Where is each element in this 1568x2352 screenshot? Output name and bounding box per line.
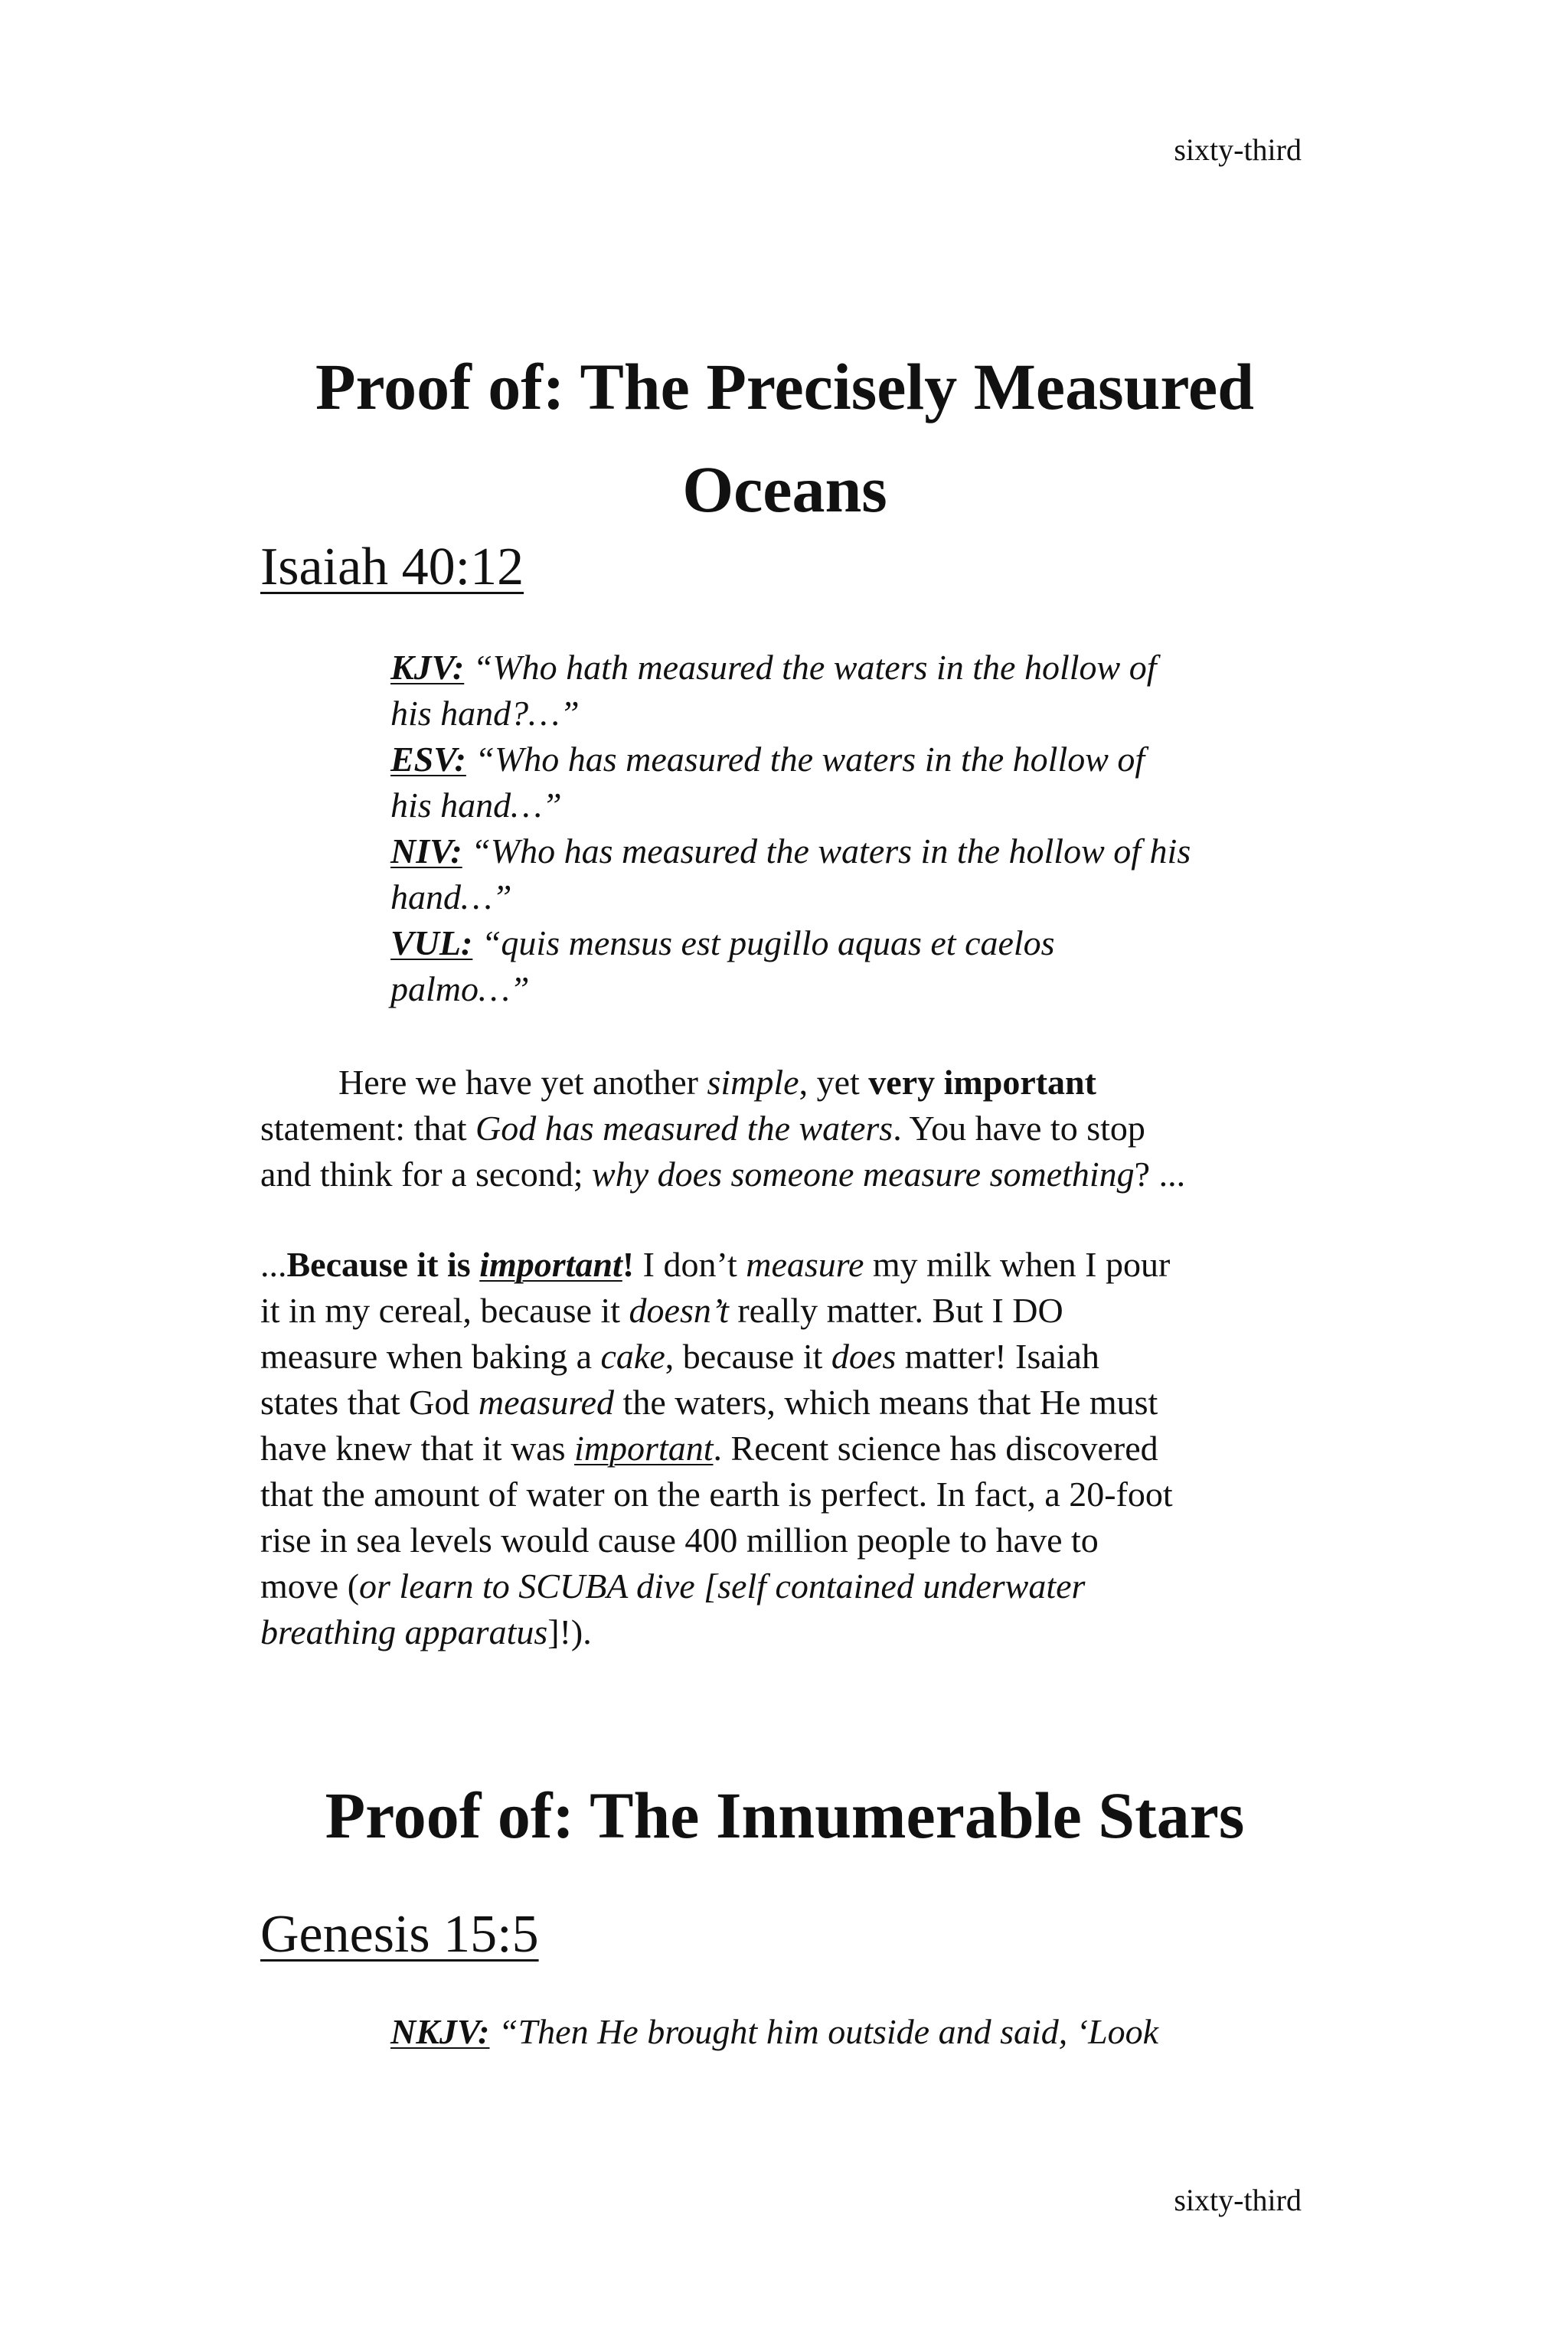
section-title-stars: Proof of: The Innumerable Stars <box>325 1779 1245 1852</box>
version-label-kjv: KJV: <box>390 648 465 687</box>
verse-kjv: KJV: “Who hath measured the waters in the hollow of his hand?…” <box>390 648 1157 733</box>
scripture-reference-genesis: Genesis 15:5 <box>260 1905 539 1964</box>
verse-list-isaiah <box>390 645 1309 1012</box>
section-title-oceans <box>260 335 1309 541</box>
version-label-vul: VUL: <box>390 923 473 962</box>
verse-nkjv: NKJV: “Then He brought him outside and said, ‘Look <box>390 2012 1159 2051</box>
body-paragraph-1: Here we have yet another simple, yet very important statement: that God has measured the waters. You have to stop and think for a second; why does someone measure something? ... <box>260 1063 1186 1194</box>
version-label-nkjv: NKJV: <box>390 2012 490 2051</box>
section-title-line2: Oceans <box>682 452 887 526</box>
verse-esv: ESV: “Who has measured the waters in the hollow of his hand…” <box>390 740 1145 825</box>
version-label-esv: ESV: <box>390 740 466 779</box>
page-footer-label: sixty-third <box>1174 2183 1302 2217</box>
body-paragraph-2: ...Because it is important! I don’t measure my milk when I pour it in my cereal, because it doesn’t really matter. But I DO measure when baking a cake, because it does matter! Isaiah states that God measured the waters, which means that He must have knew that it was important. Recent science has discovered that the amount of water on the earth is perfect. In fact, a 20-foot rise in sea levels would cause 400 million people to have to move (or learn to SCUBA dive [self contained underwater breathing apparatus]!). <box>260 1245 1173 1651</box>
scripture-reference-isaiah: Isaiah 40:12 <box>260 537 524 596</box>
section-title-line1: Proof of: The Precisely Measured <box>315 350 1255 423</box>
page-header-label: sixty-third <box>1174 132 1302 167</box>
verse-niv: NIV: “Who has measured the waters in the hollow of his hand…” <box>390 831 1191 916</box>
verse-list-genesis <box>390 2009 1309 2055</box>
version-label-niv: NIV: <box>390 831 462 871</box>
verse-vul: VUL: “quis mensus est pugillo aquas et caelos palmo…” <box>390 923 1055 1008</box>
